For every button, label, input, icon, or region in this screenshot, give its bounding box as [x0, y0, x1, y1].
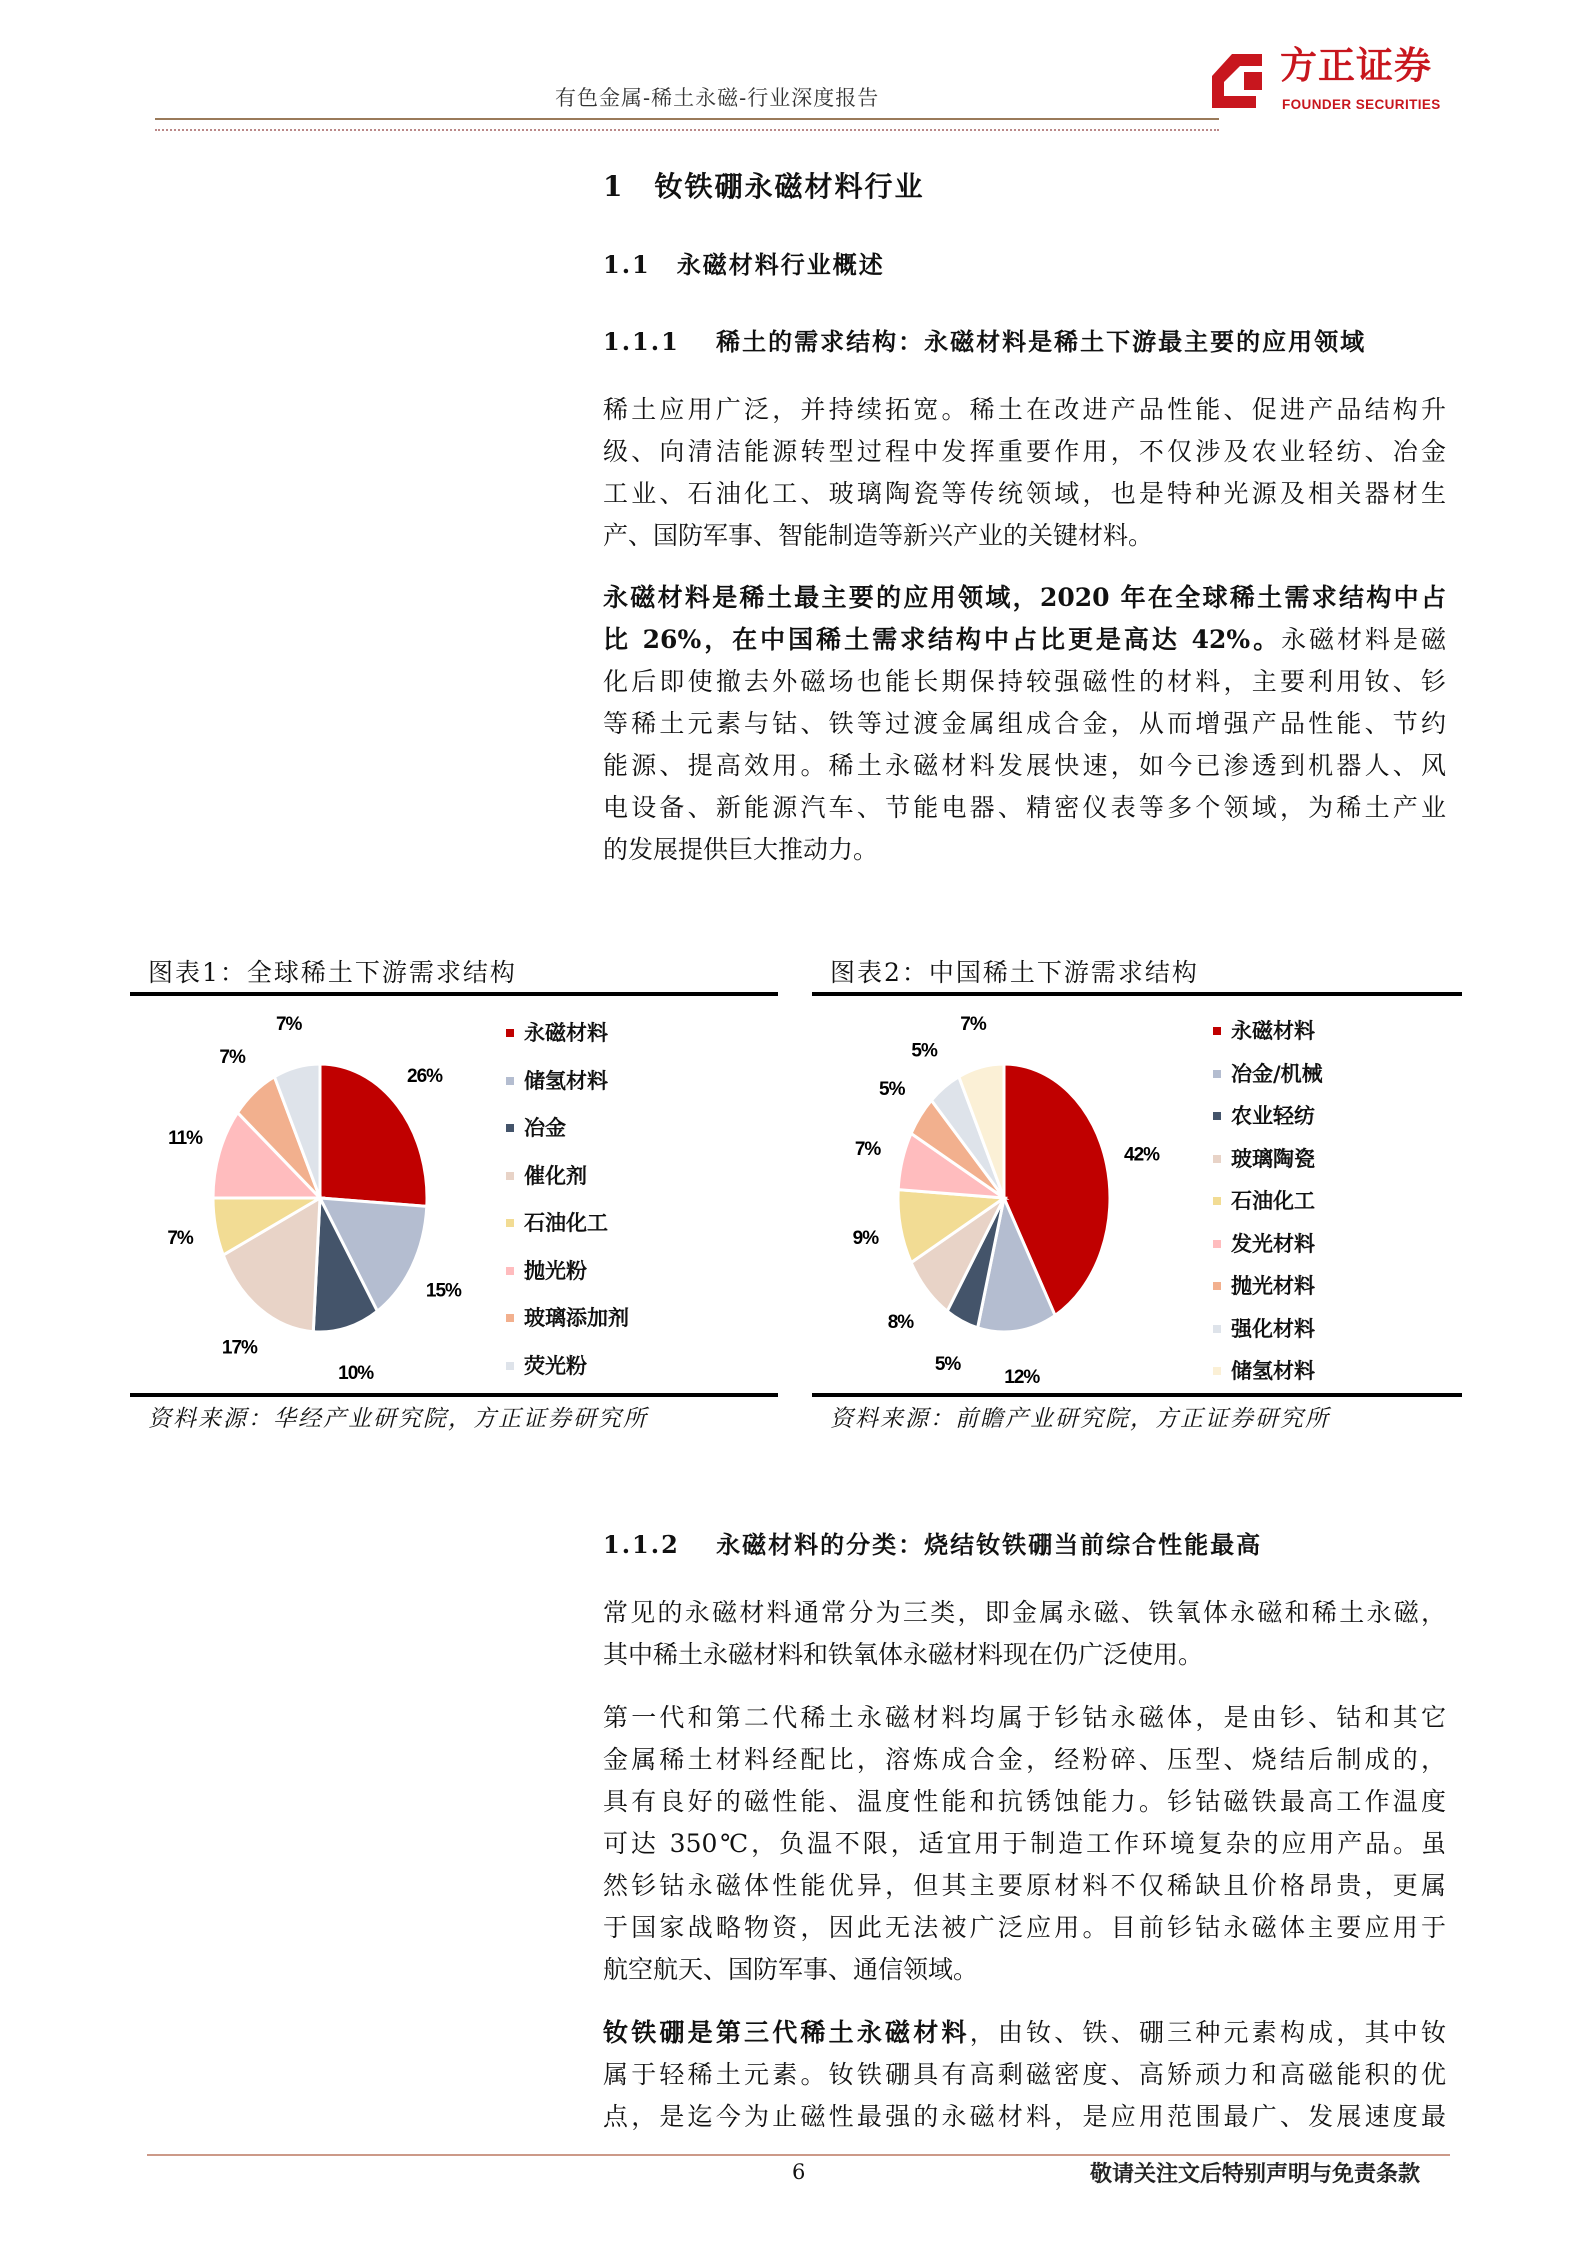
bold-text: 永磁材料是稀土最主要的应用领域，2020 年在全球稀土需求结构中占	[603, 583, 1446, 612]
data-label: 7%	[167, 1228, 193, 1250]
text-line: 其中稀土永磁材料和铁氧体永磁材料现在仍广泛使用。	[603, 1640, 1204, 1669]
legend-swatch	[1213, 1282, 1221, 1290]
legend-label: 石油化工	[1231, 1188, 1315, 1213]
data-label: 7%	[854, 1138, 881, 1160]
legend-swatch	[506, 1267, 514, 1275]
header-rule	[155, 118, 1219, 120]
section-heading-1: 1 钕铁硼永磁材料行业	[603, 170, 925, 203]
paragraph-rare-earth-usage	[603, 389, 1446, 557]
legend-label: 玻璃陶瓷	[1231, 1145, 1315, 1171]
legend-swatch	[1213, 1325, 1221, 1333]
legend-item	[1213, 1061, 1323, 1087]
legend-swatch	[506, 1124, 514, 1132]
text-line: 电设备、新能源汽车、节能电器、精密仪表等多个领域，为稀土产业	[603, 793, 1446, 822]
legend-swatch	[506, 1077, 514, 1085]
legend-item	[1213, 1316, 1315, 1342]
data-label: 8%	[887, 1311, 914, 1333]
legend-label: 荧光粉	[524, 1352, 587, 1378]
legend-swatch	[506, 1314, 514, 1322]
legend-label: 抛光粉	[524, 1257, 587, 1283]
legend-swatch	[1213, 1240, 1221, 1248]
data-label: 7%	[275, 1013, 302, 1035]
data-label: 7%	[219, 1047, 245, 1069]
section-heading-1-1: 1.1 永磁材料行业概述	[603, 250, 885, 279]
legend-label: 冶金	[524, 1115, 566, 1140]
text-line: 等稀土元素与钴、铁等过渡金属组成合金，从而增强产品性能、节约	[603, 709, 1446, 738]
bold-text: 钕铁硼是第三代稀土永磁材料	[603, 2018, 970, 2047]
legend-swatch	[1213, 1070, 1221, 1078]
chart1-pie	[130, 1000, 490, 1390]
data-label: 5%	[934, 1353, 961, 1375]
bold-text: 比 26%，在中国稀土需求结构中占比更是高达 42%。	[603, 625, 1282, 654]
data-label: 11%	[168, 1128, 203, 1150]
logo-mark-icon	[1212, 52, 1268, 108]
chart2-source: 资料来源：前瞻产业研究院，方正证券研究所	[830, 1406, 1330, 1432]
legend-label: 玻璃添加剂	[524, 1305, 629, 1330]
chart2-pie	[812, 1000, 1192, 1390]
data-label: 10%	[338, 1362, 374, 1384]
header-title: 有色金属-稀土永磁-行业深度报告	[555, 86, 880, 110]
chart1-title: 图表1：全球稀土下游需求结构	[148, 958, 517, 987]
data-label: 15%	[425, 1280, 461, 1302]
legend-swatch	[506, 1029, 514, 1037]
chart2-top-rule	[812, 992, 1462, 996]
data-label: 42%	[1124, 1144, 1160, 1166]
text-line: 航空航天、国防军事、通信领域。	[603, 1955, 979, 1984]
legend-swatch	[1213, 1027, 1221, 1035]
legend-label: 强化材料	[1231, 1315, 1315, 1341]
data-label: 5%	[911, 1040, 937, 1062]
legend-swatch	[506, 1362, 514, 1370]
legend-item	[506, 1115, 566, 1141]
legend-item	[1213, 1188, 1315, 1214]
legend-label: 储氢材料	[1231, 1358, 1315, 1383]
text-line: 工业、石油化工、玻璃陶瓷等传统领域，也是特种光源及相关器材生	[603, 479, 1446, 508]
legend-item	[506, 1020, 608, 1046]
section-heading-1-1-1: 1.1.1 稀土的需求结构：永磁材料是稀土下游最主要的应用领域	[603, 327, 1367, 356]
legend-item	[1213, 1231, 1315, 1257]
legend-label: 永磁材料	[1231, 1018, 1315, 1043]
chart2-title: 图表2：中国稀土下游需求结构	[830, 958, 1199, 987]
legend-label: 永磁材料	[524, 1020, 608, 1045]
paragraph-smco	[603, 1697, 1446, 1991]
legend-label: 冶金/机械	[1231, 1060, 1323, 1086]
legend-label: 发光材料	[1231, 1230, 1315, 1256]
legend-label: 农业轻纺	[1231, 1103, 1315, 1128]
legend-item	[1213, 1103, 1315, 1129]
chart1-bottom-rule	[130, 1393, 778, 1397]
text-line: 然钐钴永磁体性能优异，但其主要原材料不仅稀缺且价格昂贵，更属	[603, 1871, 1446, 1900]
text-line: 级、向清洁能源转型过程中发挥重要作用，不仅涉及农业轻纺、冶金	[603, 437, 1446, 466]
legend-swatch	[506, 1219, 514, 1227]
legend-item	[506, 1163, 587, 1189]
legend-item	[506, 1068, 608, 1094]
legend-label: 石油化工	[524, 1210, 608, 1235]
legend-item	[1213, 1273, 1315, 1299]
paragraph-magnet-demand	[603, 577, 1446, 871]
legend-item	[506, 1258, 587, 1284]
legend-swatch	[1213, 1367, 1221, 1375]
text-line: 化后即使撤去外磁场也能长期保持较强磁性的材料，主要利用钕、钐	[603, 667, 1446, 696]
legend-swatch	[1213, 1197, 1221, 1205]
legend-label: 催化剂	[524, 1162, 587, 1188]
paragraph-magnet-classes	[603, 1592, 1446, 1676]
text-line: 第一代和第二代稀土永磁材料均属于钐钴永磁体，是由钐、钴和其它	[603, 1703, 1446, 1732]
legend-item	[506, 1210, 608, 1236]
text-line: 常见的永磁材料通常分为三类，即金属永磁、铁氧体永磁和稀土永磁，	[603, 1598, 1446, 1627]
text: 永磁材料是磁	[1281, 625, 1446, 654]
text-line: 可达 350℃，负温不限，适宜用于制造工作环境复杂的应用产品。虽	[603, 1829, 1446, 1858]
legend-swatch	[506, 1172, 514, 1180]
data-label: 17%	[221, 1337, 257, 1359]
legend-item	[506, 1305, 629, 1331]
chart1-top-rule	[130, 992, 778, 996]
text-line: 于国家战略物资，因此无法被广泛应用。目前钐钴永磁体主要应用于	[603, 1913, 1446, 1942]
data-label: 7%	[960, 1013, 986, 1035]
text-line: 具有良好的磁性能、温度性能和抗锈蚀能力。钐钴磁铁最高工作温度	[603, 1787, 1446, 1816]
legend-swatch	[1213, 1155, 1221, 1163]
legend-item	[1213, 1358, 1315, 1384]
data-label: 26%	[407, 1066, 443, 1088]
legend-label: 抛光材料	[1231, 1273, 1315, 1298]
text-line: 的发展提供巨大推动力。	[603, 835, 879, 864]
logo-text-cn: 方正证券	[1280, 44, 1432, 87]
chart2-bottom-rule	[812, 1393, 1462, 1397]
legend-item	[506, 1353, 587, 1379]
legend-swatch	[1213, 1112, 1221, 1120]
text-line: 点，是迄今为止磁性最强的永磁材料，是应用范围最广、发展速度最	[603, 2102, 1446, 2131]
founder-securities-logo	[1212, 46, 1472, 118]
footer-rule	[147, 2154, 1450, 2156]
logo-text-en: FOUNDER SECURITIES	[1282, 97, 1441, 112]
text-line: 属于轻稀土元素。钕铁硼具有高剩磁密度、高矫顽力和高磁能积的优	[603, 2060, 1446, 2089]
data-label: 9%	[852, 1228, 879, 1250]
text-line: 能源、提高效用。稀土永磁材料发展快速，如今已渗透到机器人、风	[603, 751, 1446, 780]
page-number: 6	[792, 2160, 806, 2184]
text-line: 金属稀土材料经配比，溶炼成合金，经粉碎、压型、烧结后制成的，	[603, 1745, 1446, 1774]
text-line: 稀土应用广泛，并持续拓宽。稀土在改进产品性能、促进产品结构升	[603, 395, 1446, 424]
text-line: 产、国防军事、智能制造等新兴产业的关键材料。	[603, 521, 1154, 550]
paragraph-ndfeb	[603, 2012, 1446, 2138]
data-label: 12%	[1004, 1367, 1040, 1389]
text: ，由钕、铁、硼三种元素构成，其中钕	[969, 2018, 1446, 2047]
legend-item	[1213, 1146, 1315, 1172]
disclaimer-notice: 敬请关注文后特别声明与免责条款	[1090, 2162, 1421, 2187]
header-dotted-rule	[155, 129, 1219, 131]
data-label: 5%	[879, 1078, 905, 1100]
legend-label: 储氢材料	[524, 1067, 608, 1093]
legend-item	[1213, 1018, 1315, 1044]
chart1-source: 资料来源：华经产业研究院，方正证券研究所	[148, 1406, 648, 1432]
section-heading-1-1-2: 1.1.2 永磁材料的分类：烧结钕铁硼当前综合性能最高	[603, 1530, 1263, 1559]
